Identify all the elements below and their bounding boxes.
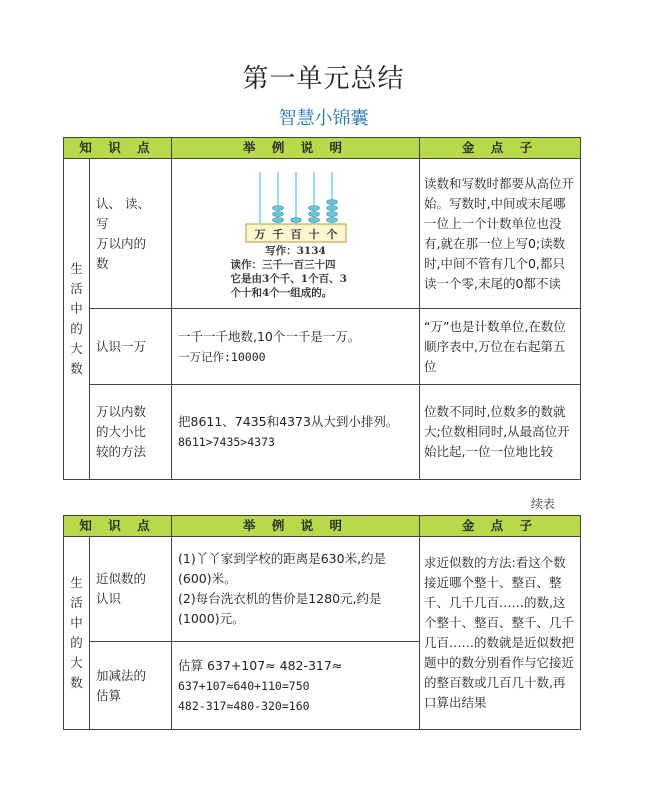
category-char: 的	[70, 635, 83, 650]
golden-tip-cell: 读数和写数时都要从高位开始。写数时,中间或末尾哪一位上一个计数单位也没有,就在那一位上写0;读数时,中间不管有几个0,都只读一个零,末尾的0都不读	[420, 159, 581, 309]
category-char: 数	[70, 675, 83, 690]
knowledge-point-cell: 认识一万	[90, 309, 172, 385]
abacus-rods	[260, 172, 338, 224]
category-char: 数	[70, 361, 83, 376]
knowledge-point-cell	[90, 159, 172, 309]
example-line: 一万记作:10000	[178, 349, 266, 364]
point-line: 万以内数	[96, 404, 147, 419]
abacus-bead	[272, 211, 283, 216]
category-char: 活	[70, 595, 83, 610]
category-char: 大	[70, 655, 83, 670]
point-line: 写	[96, 215, 109, 231]
abacus-bead	[290, 217, 301, 222]
abacus-bead	[326, 199, 337, 204]
table-row	[64, 385, 581, 480]
continued-label: 续表	[531, 497, 556, 511]
abacus-place-label: 百	[290, 227, 301, 241]
abacus-bead	[308, 211, 319, 216]
header-golden-tip: 金 点 子	[420, 516, 581, 537]
abacus-bead	[272, 205, 283, 210]
category-char: 大	[70, 341, 83, 356]
example-cell	[172, 537, 420, 642]
abacus-place-label: 个	[326, 227, 337, 241]
example-line: 把8611、7435和4373从大到小排列。	[178, 414, 399, 429]
example-line: (1)丫丫家到学校的距离是630米,约是(600)米。	[178, 551, 387, 586]
abacus-example	[178, 168, 413, 300]
abacus-place-label: 万	[254, 227, 265, 241]
table-row	[64, 537, 581, 642]
example-line: 一千一千地数,10个一千是一万。	[178, 328, 361, 344]
category-cell	[64, 159, 90, 480]
category-char: 的	[70, 321, 83, 336]
point-line: 近似数的	[96, 571, 147, 586]
example-line: 637+107≈640+110=750	[178, 678, 310, 693]
summary-table-1	[63, 137, 581, 480]
abacus-bead	[326, 211, 337, 216]
point-line: 加减法的	[96, 667, 147, 683]
example-cell	[172, 309, 420, 385]
abacus-write-text: 写作：3134	[265, 244, 326, 257]
point-line: 数	[96, 255, 109, 271]
golden-tip-cell: “万”也是计数单位,在数位顺序表中,万位在右起第五位	[420, 309, 581, 385]
page-subtitle: 智慧小锦囊	[278, 108, 369, 129]
point-line: 估算	[96, 687, 122, 703]
abacus-bead	[272, 217, 283, 222]
example-line: (2)每台洗衣机的售价是1280元,约是(1000)元。	[178, 591, 382, 626]
knowledge-point-cell	[90, 385, 172, 480]
abacus-bead	[308, 217, 319, 222]
abacus-read-line: 读作：三千一百三十四	[230, 258, 336, 271]
abacus-place-label: 十	[308, 227, 319, 241]
category-char: 生	[70, 261, 83, 276]
header-golden-tip: 金 点 子	[420, 138, 581, 159]
golden-tip-cell: 位数不同时,位数多的数就大;位数相同时,从最高位开始比起,一位一位地比较	[420, 385, 581, 480]
category-char: 中	[70, 615, 83, 630]
knowledge-point-cell	[90, 537, 172, 642]
abacus-bead	[326, 217, 337, 222]
header-knowledge-point: 知 识 点	[64, 138, 172, 159]
knowledge-point-cell	[90, 642, 172, 730]
category-char: 活	[70, 281, 83, 296]
table-header-row	[64, 138, 581, 159]
page-title: 第一单元总结	[242, 64, 405, 94]
abacus-read-line: 个十和4个一组成的。	[230, 286, 333, 299]
abacus-illustration	[241, 168, 351, 244]
example-cell	[172, 385, 420, 480]
header-example: 举 例 说 明	[172, 138, 420, 159]
abacus-place-label: 千	[272, 227, 283, 241]
table-row	[64, 159, 581, 309]
table-header-row	[64, 516, 581, 537]
header-example: 举 例 说 明	[172, 516, 420, 537]
category-char: 生	[70, 575, 83, 590]
abacus-bead	[308, 205, 319, 210]
example-cell	[172, 642, 420, 730]
table-row	[64, 309, 581, 385]
abacus-read-line: 它是由3个千、1个百、3	[230, 272, 347, 285]
point-line: 万以内的	[96, 235, 147, 251]
abacus-bead	[326, 205, 337, 210]
summary-table-2	[63, 515, 581, 730]
point-line: 的大小比	[96, 424, 147, 439]
header-knowledge-point: 知 识 点	[64, 516, 172, 537]
example-line: 482-317≈480-320=160	[178, 698, 310, 713]
point-line: 认、 读、	[96, 195, 150, 211]
point-line: 较的方法	[96, 444, 147, 459]
example-line: 8611>7435>4373	[178, 435, 275, 449]
example-cell	[172, 159, 420, 309]
category-char: 中	[70, 301, 83, 316]
point-line: 认识	[96, 591, 122, 606]
category-cell	[64, 537, 90, 730]
golden-tip-cell: 求近似数的方法:看这个数接近哪个整十、整百、整千、几千几百……的数,这个整十、整百、整千、几千几百……的数就是近似数把题中的数分别看作与它接近的整百数或几百几十数,再口算出结果	[420, 537, 581, 730]
example-line: 估算 637+107≈ 482-317≈	[178, 657, 343, 673]
